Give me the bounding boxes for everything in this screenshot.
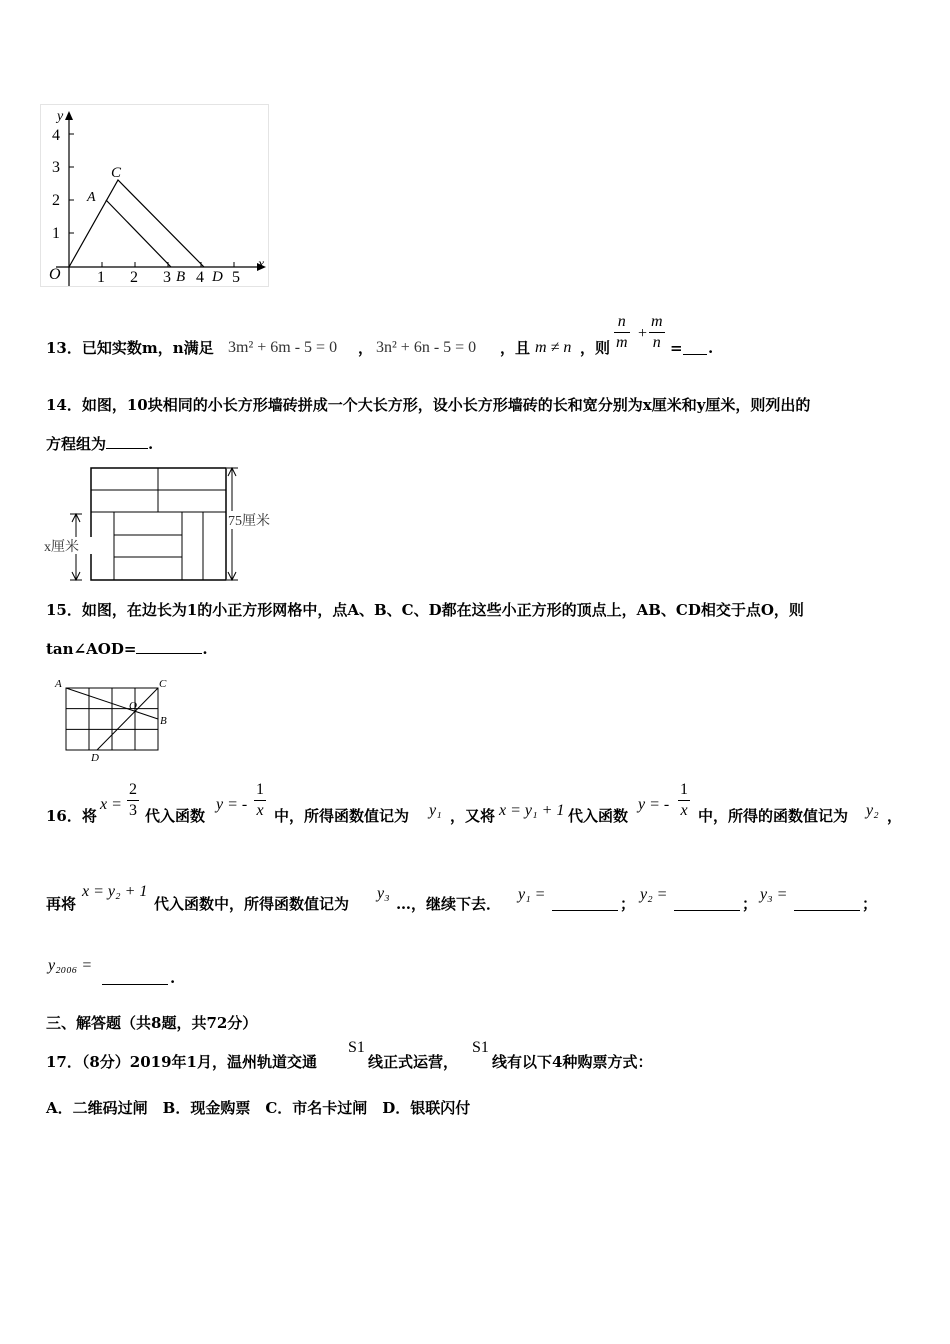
coordinate-figure: [40, 104, 272, 290]
section-3-title: 三、解答题（共8题，共72分）: [46, 1014, 258, 1032]
point-d-label: D: [212, 269, 223, 285]
y-tick-4: 4: [52, 127, 60, 144]
fraction-m-over-n: $\frac{m}{n}$: [651, 313, 663, 351]
question-15-line-2: tan∠AOD= .: [46, 637, 208, 659]
fraction-one-over-x: $\frac{1}{x}$: [256, 781, 264, 819]
question-17: 17．（8分）2019年1月，温州轨道交通 S1 线正式运营， S1 线有以下4种购票方式：: [46, 1039, 653, 1071]
fraction-one-over-x-2: $\frac{1}{x}$: [680, 781, 688, 819]
length-label-75cm: 75厘米: [228, 514, 270, 529]
x-tick-2: 2: [130, 269, 138, 286]
y-tick-1: 1: [52, 225, 60, 242]
condition-m-ne-n: m ≠ n: [535, 339, 572, 356]
answer-blank-13[interactable]: [683, 338, 707, 355]
grid-figure: [52, 676, 174, 764]
answer-blank-y2006[interactable]: [102, 968, 168, 985]
question-15-line-1: 15．如图，在边长为1的小正方形网格中，点A、B、C、D都在这些小正方形的顶点上，AB、CD相交于点O，则: [46, 601, 804, 619]
line-s1-label-2: S1: [472, 1039, 489, 1056]
question-16-line-3: y₂₀₀₆ = .: [48, 957, 176, 987]
figure-border: [41, 105, 269, 287]
answer-blank-14[interactable]: [106, 432, 148, 449]
equation-n: 3n² + 6n - 5 = 0: [376, 339, 477, 356]
question-17-options: A．二维码过闸 B．现金购票 C．市名卡过闸 D．银联闪付: [46, 1099, 471, 1117]
grid-point-c: C: [159, 678, 167, 690]
brick-figure: [44, 464, 286, 586]
x-tick-1: 1: [97, 269, 105, 286]
x-axis-label: x: [258, 257, 265, 272]
fraction-two-thirds: $\frac{2}{3}$: [129, 781, 137, 819]
y-axis-label: y: [57, 109, 64, 124]
answer-blank-y1[interactable]: [552, 894, 618, 911]
question-16-line-2: 再将 x = y₂ + 1 代入函数中，所得函数值记为 y₃ …，继续下去． y₁ = ； y₂ = ； y₃ = ；: [46, 883, 878, 913]
answer-blank-y2[interactable]: [674, 894, 740, 911]
grid-point-d: D: [91, 752, 99, 764]
point-a-label: A: [87, 190, 96, 205]
equation-m: 3m² + 6m - 5 = 0: [228, 339, 338, 356]
x-tick-4: 4: [196, 269, 204, 286]
grid-point-o: O: [129, 700, 137, 712]
segment-a-b: [106, 200, 171, 267]
fraction-n-over-m: $\frac{n}{m}$: [616, 313, 628, 351]
answer-blank-15[interactable]: [136, 637, 202, 654]
grid-point-a: A: [55, 678, 62, 690]
line-s1-label: S1: [348, 1039, 365, 1056]
x-tick-5: 5: [232, 269, 240, 286]
y-axis-arrow: [65, 111, 73, 120]
question-14-line-2: 方程组为 .: [46, 432, 153, 454]
answer-blank-y3[interactable]: [794, 894, 860, 911]
segment-cd: [97, 688, 158, 750]
y-tick-3: 3: [52, 159, 60, 176]
x-tick-3: 3: [163, 269, 171, 286]
length-label-x-cm: x厘米: [44, 540, 79, 555]
point-b-label: B: [176, 269, 186, 285]
question-14-line-1: 14．如图，10块相同的小长方形墙砖拼成一个大长方形，设小长方形墙砖的长和宽分别为x厘米和y厘米，则列出的: [46, 396, 811, 414]
y-tick-2: 2: [52, 192, 60, 209]
point-c-label: C: [111, 165, 122, 181]
origin-label: O: [49, 266, 61, 283]
grid-point-b: B: [160, 715, 167, 727]
